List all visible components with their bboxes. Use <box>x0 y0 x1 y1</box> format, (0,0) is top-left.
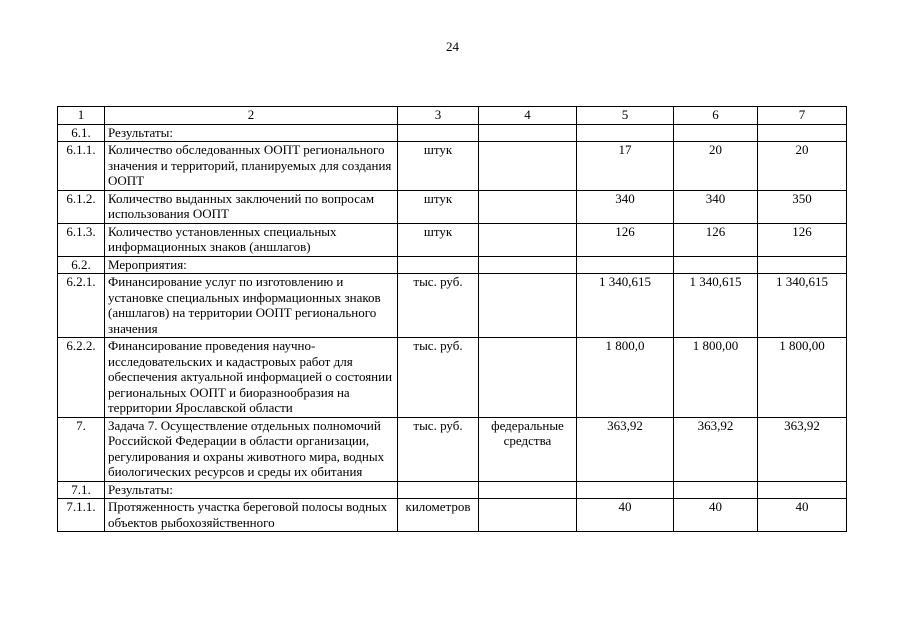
table-row <box>58 274 847 338</box>
cell-value-5 <box>577 256 674 274</box>
cell-name: Протяженность участка береговой полосы водных объектов рыбохозяйственного <box>105 499 398 532</box>
cell-name: Финансирование проведения научно-исследовательских и кадастровых работ для обеспечения актуальной информацией о состоянии региональных ООПТ и биоразнообразия на территории Ярославской области <box>105 338 398 418</box>
cell-unit: тыс. руб. <box>398 417 479 481</box>
cell-number: 6.2. <box>58 256 105 274</box>
table-row <box>58 190 847 223</box>
table-row <box>58 499 847 532</box>
cell-value-7: 1 800,00 <box>758 338 847 418</box>
cell-source <box>479 274 577 338</box>
cell-value-5: 1 800,0 <box>577 338 674 418</box>
table-row <box>58 481 847 499</box>
cell-number: 6.1.3. <box>58 223 105 256</box>
cell-value-5: 126 <box>577 223 674 256</box>
cell-source <box>479 499 577 532</box>
cell-source <box>479 223 577 256</box>
cell-value-6: 20 <box>674 142 758 191</box>
column-header-value-7: 7 <box>758 107 847 125</box>
cell-number: 6.1. <box>58 124 105 142</box>
cell-value-6 <box>674 124 758 142</box>
table-row <box>58 256 847 274</box>
column-header-name: 2 <box>105 107 398 125</box>
cell-name: Мероприятия: <box>105 256 398 274</box>
table-row <box>58 338 847 418</box>
cell-number: 7.1.1. <box>58 499 105 532</box>
cell-value-5: 340 <box>577 190 674 223</box>
cell-value-6: 126 <box>674 223 758 256</box>
cell-unit: штук <box>398 223 479 256</box>
cell-value-6: 40 <box>674 499 758 532</box>
column-header-number: 1 <box>58 107 105 125</box>
cell-source <box>479 142 577 191</box>
cell-value-5: 17 <box>577 142 674 191</box>
cell-value-6: 1 800,00 <box>674 338 758 418</box>
cell-number: 6.2.2. <box>58 338 105 418</box>
cell-name: Количество выданных заключений по вопросам использования ООПТ <box>105 190 398 223</box>
cell-number: 6.1.1. <box>58 142 105 191</box>
cell-value-7: 363,92 <box>758 417 847 481</box>
cell-value-7 <box>758 124 847 142</box>
cell-unit: километров <box>398 499 479 532</box>
cell-value-7: 1 340,615 <box>758 274 847 338</box>
cell-value-7 <box>758 256 847 274</box>
cell-value-5 <box>577 124 674 142</box>
column-header-unit: 3 <box>398 107 479 125</box>
column-header-value-5: 5 <box>577 107 674 125</box>
cell-name: Финансирование услуг по изготовлению и установке специальных информационных знаков (аншлагов) на территории ООПТ регионального значения <box>105 274 398 338</box>
cell-name: Количество установленных специальных информационных знаков (аншлагов) <box>105 223 398 256</box>
cell-value-5: 1 340,615 <box>577 274 674 338</box>
cell-value-7 <box>758 481 847 499</box>
page-number: 24 <box>446 39 459 54</box>
cell-number: 7. <box>58 417 105 481</box>
cell-source <box>479 481 577 499</box>
cell-source <box>479 338 577 418</box>
table-header-row <box>58 107 847 125</box>
cell-value-7: 20 <box>758 142 847 191</box>
cell-name: Задача 7. Осуществление отдельных полномочий Российской Федерации в области организации, регулирования и охраны животного мира, водных биологических ресурсов и среды их обитания <box>105 417 398 481</box>
cell-number: 6.1.2. <box>58 190 105 223</box>
cell-value-6 <box>674 481 758 499</box>
cell-value-6: 1 340,615 <box>674 274 758 338</box>
table-row <box>58 142 847 191</box>
cell-source <box>479 256 577 274</box>
cell-unit <box>398 481 479 499</box>
cell-unit: тыс. руб. <box>398 338 479 418</box>
cell-unit <box>398 256 479 274</box>
cell-number: 6.2.1. <box>58 274 105 338</box>
table-row <box>58 124 847 142</box>
cell-source <box>479 124 577 142</box>
cell-value-5 <box>577 481 674 499</box>
cell-unit: тыс. руб. <box>398 274 479 338</box>
cell-value-7: 350 <box>758 190 847 223</box>
cell-number: 7.1. <box>58 481 105 499</box>
table-row <box>58 417 847 481</box>
program-indicators-table <box>57 106 847 532</box>
cell-unit: штук <box>398 190 479 223</box>
cell-source <box>479 190 577 223</box>
cell-value-6: 363,92 <box>674 417 758 481</box>
cell-value-5: 40 <box>577 499 674 532</box>
cell-unit <box>398 124 479 142</box>
table-row <box>58 223 847 256</box>
cell-name: Количество обследованных ООПТ регионального значения и территорий, планируемых для создания ООПТ <box>105 142 398 191</box>
cell-unit: штук <box>398 142 479 191</box>
cell-name: Результаты: <box>105 124 398 142</box>
column-header-source: 4 <box>479 107 577 125</box>
cell-value-6 <box>674 256 758 274</box>
cell-value-5: 363,92 <box>577 417 674 481</box>
column-header-value-6: 6 <box>674 107 758 125</box>
cell-value-7: 126 <box>758 223 847 256</box>
cell-name: Результаты: <box>105 481 398 499</box>
cell-value-7: 40 <box>758 499 847 532</box>
cell-value-6: 340 <box>674 190 758 223</box>
cell-source: федеральные средства <box>479 417 577 481</box>
